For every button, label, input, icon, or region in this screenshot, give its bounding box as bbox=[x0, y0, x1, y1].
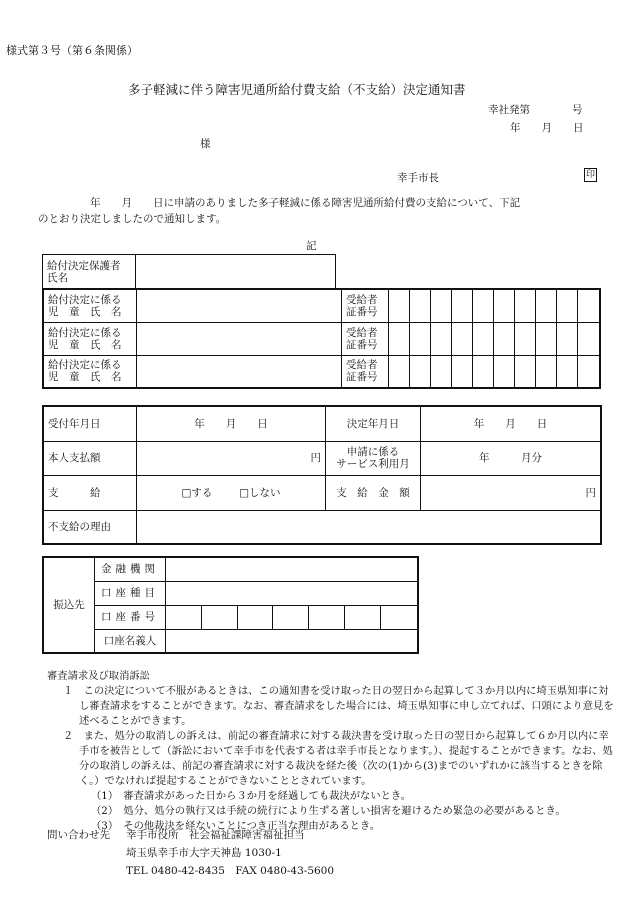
payment-yes-checkbox[interactable]: □する bbox=[181, 486, 213, 499]
account-digit[interactable] bbox=[166, 605, 202, 629]
notes-sub-1: （1） 審査請求があった日から３か月を経過しても裁決がないとき。 bbox=[91, 790, 412, 802]
recipient-digit[interactable] bbox=[515, 289, 536, 322]
payment-no-checkbox[interactable]: □しない bbox=[239, 486, 281, 499]
service-month-field[interactable]: 年 月分 bbox=[421, 441, 602, 475]
seal-mark: 印 bbox=[585, 170, 595, 180]
guardian-table bbox=[42, 254, 336, 290]
appeal-notes bbox=[47, 669, 617, 834]
self-pay-label: 本人支払額 bbox=[43, 441, 137, 475]
account-type-field[interactable] bbox=[166, 581, 419, 605]
recipient-digit[interactable] bbox=[515, 355, 536, 388]
notes-sub-3: （3） その他裁決を経ないことにつき正当な理由があるとき。 bbox=[91, 820, 381, 832]
account-number-label: 口座番号 bbox=[95, 605, 166, 629]
account-name-label: 口座名義人 bbox=[95, 629, 166, 653]
recipient-digit[interactable] bbox=[578, 322, 600, 355]
body-text-line1: 年 月 日に申請のありました多子軽減に係る障害児通所給付費の支給について、下記 bbox=[90, 197, 521, 209]
account-name-field[interactable] bbox=[166, 629, 419, 653]
recipient-digit[interactable] bbox=[557, 322, 578, 355]
guardian-name-field[interactable] bbox=[136, 255, 336, 290]
recipient-digit[interactable] bbox=[557, 355, 578, 388]
child-name-field[interactable] bbox=[137, 289, 342, 322]
contact-dept: 幸手市役所 社会福祉課障害福祉担当 bbox=[126, 829, 305, 841]
recipient-digit[interactable] bbox=[431, 289, 452, 322]
contact-phone: TEL 0480-42-8435 FAX 0480-43-5600 bbox=[126, 865, 335, 877]
accept-date-label: 受付年月日 bbox=[43, 406, 137, 441]
reason-label: 不支給の理由 bbox=[43, 510, 137, 544]
guardian-label: 給付決定保護者 氏名 bbox=[43, 255, 136, 290]
children-table bbox=[42, 288, 601, 389]
recipient-digit[interactable] bbox=[410, 322, 431, 355]
issue-date: 年 月 日 bbox=[510, 122, 584, 134]
recipient-digit[interactable] bbox=[431, 322, 452, 355]
child-name-field[interactable] bbox=[137, 355, 342, 388]
recipient-digit[interactable] bbox=[452, 289, 473, 322]
recipient-digit[interactable] bbox=[389, 289, 410, 322]
child-label: 給付決定に係る 児 童 氏 名 bbox=[43, 355, 137, 388]
recipient-digit[interactable] bbox=[515, 322, 536, 355]
child-name-field[interactable] bbox=[137, 322, 342, 355]
recipient-digit[interactable] bbox=[410, 355, 431, 388]
recipient-digit[interactable] bbox=[410, 289, 431, 322]
accept-date-field[interactable]: 年 月 日 bbox=[137, 406, 326, 441]
account-digit[interactable] bbox=[201, 605, 237, 629]
transfer-label: 振込先 bbox=[43, 557, 95, 653]
recipient-digit[interactable] bbox=[452, 322, 473, 355]
page-title: 多子軽減に伴う障害児通所給付費支給（不支給）決定通知書 bbox=[128, 82, 466, 97]
payment-label: 支 給 bbox=[43, 475, 137, 510]
recipient-digit[interactable] bbox=[389, 355, 410, 388]
self-pay-field[interactable]: 円 bbox=[137, 441, 326, 475]
recipient-digit[interactable] bbox=[557, 289, 578, 322]
account-digit[interactable] bbox=[237, 605, 273, 629]
recipient-digit[interactable] bbox=[578, 289, 600, 322]
transfer-table bbox=[42, 556, 419, 654]
recipient-digit[interactable] bbox=[473, 289, 494, 322]
recipient-digit[interactable] bbox=[494, 355, 515, 388]
child-label: 給付決定に係る 児 童 氏 名 bbox=[43, 289, 137, 322]
recipient-no-label: 受給者 証番号 bbox=[342, 289, 389, 322]
reason-field[interactable] bbox=[137, 510, 602, 544]
recipient-no-label: 受給者 証番号 bbox=[342, 322, 389, 355]
contact-address: 埼玉県幸手市大字天神島 1030-1 bbox=[126, 847, 282, 859]
recipient-digit[interactable] bbox=[494, 322, 515, 355]
recipient-digit[interactable] bbox=[494, 289, 515, 322]
decision-table bbox=[42, 405, 602, 545]
recipient-digit[interactable] bbox=[431, 355, 452, 388]
notes-heading: 審査請求及び取消訴訟 bbox=[47, 670, 150, 682]
recipient-digit[interactable] bbox=[536, 289, 557, 322]
account-digit[interactable] bbox=[309, 605, 345, 629]
sender-name: 幸手市長 bbox=[397, 172, 439, 184]
decision-date-field[interactable]: 年 月 日 bbox=[421, 406, 602, 441]
account-digit[interactable] bbox=[273, 605, 309, 629]
recipient-digit[interactable] bbox=[578, 355, 600, 388]
notes-item-1: １ この決定について不服があるときは、この通知書を受け取った日の翌日から起算して３か月以内に埼玉県知事に対し審査請求をすることができます。なお、審査請求をした場合には、埼玉県知事に申し立てれば、口頭により意見を述べることができます。 bbox=[63, 685, 614, 727]
account-type-label: 口座種目 bbox=[95, 581, 166, 605]
payment-choice[interactable] bbox=[137, 475, 326, 510]
service-month-label: 申請に係る サービス利用月 bbox=[326, 441, 421, 475]
account-digit[interactable] bbox=[380, 605, 418, 629]
ki-heading: 記 bbox=[306, 240, 317, 252]
recipient-digit[interactable] bbox=[536, 322, 557, 355]
recipient-digit[interactable] bbox=[473, 355, 494, 388]
addressee-suffix: 様 bbox=[200, 138, 211, 150]
payment-amount-field[interactable]: 円 bbox=[421, 475, 602, 510]
recipient-digit[interactable] bbox=[473, 322, 494, 355]
account-digit[interactable] bbox=[344, 605, 380, 629]
decision-date-label: 決定年月日 bbox=[326, 406, 421, 441]
recipient-no-label: 受給者 証番号 bbox=[342, 355, 389, 388]
notes-item-2: ２ また、処分の取消しの訴えは、前記の審査請求に対する裁決書を受け取った日の翌日から起算して６か月以内に幸手市を被告として（訴訟において幸手市を代表する者は幸手市長となります。）、提起することができます。なお、処分の取消しの訴えは、前記の審査請求に対する裁決を経た後（次の(1)から(3)までのいずれかに該当するときを除く。）でなければ提起することができないこととされています。 bbox=[63, 730, 613, 787]
recipient-digit[interactable] bbox=[536, 355, 557, 388]
recipient-digit[interactable] bbox=[389, 322, 410, 355]
bank-field[interactable] bbox=[166, 557, 419, 581]
payment-amount-label: 支 給 金 額 bbox=[326, 475, 421, 510]
body-text-line2: のとおり決定しましたので通知します。 bbox=[38, 213, 227, 225]
bank-label: 金融機関 bbox=[95, 557, 166, 581]
child-label: 給付決定に係る 児 童 氏 名 bbox=[43, 322, 137, 355]
recipient-digit[interactable] bbox=[452, 355, 473, 388]
document-number: 幸社発第 号 bbox=[488, 104, 583, 116]
notes-sub-2: （2） 処分、処分の執行又は手続の続行により生ずる著しい損害を避けるため緊急の必要があるとき。 bbox=[91, 805, 566, 817]
contact-label: 問い合わせ先 bbox=[47, 829, 110, 841]
form-number: 様式第３号（第６条関係） bbox=[6, 44, 138, 57]
